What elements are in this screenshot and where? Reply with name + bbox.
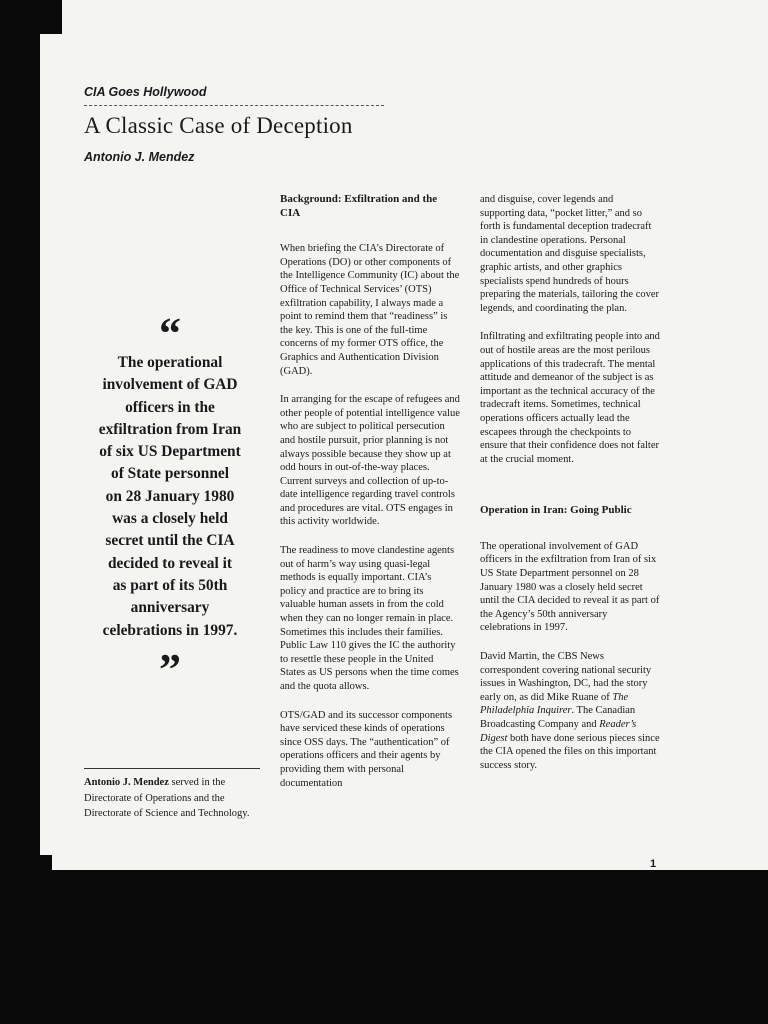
bio-text: served in the Directorate of Operations and the Directorate of Science and Technology. [84,777,250,819]
body-paragraph: Infiltrating and exfiltrating people into and out of hostile areas are the most perilous applications of this tradecraft. The mental attitude and demeanor of the subject is as important as the technical accuracy of the tradecraft items. Sometimes, technical operations officers actually lead the escapees through the checkpoints to ensure that their confidence does not falter at the crucial moment. [480,331,660,465]
bio-name: Antonio J. Mendez [84,777,169,788]
body-paragraph: In arranging for the escape of refugees and other people of potential intelligence value who are subject to political persecution and hostile pursuit, prior planning is not always possible because they show up at odd hours in out-of-the-way places. Current surveys and collection of up-to-date intelligence regarding travel controls and procedures are vital. OTS engages in this activity worldwide. [280,394,460,528]
body-paragraph: OTS/GAD and its successor components have serviced these kinds of operations since OSS days. The “authentication” of operations officers and their agents by providing them with personal documentation [280,709,453,789]
body-paragraph: When briefing the CIA’s Directorate of Operations (DO) or other components of the Intelligence Community (IC) about the Office of Technical Services’ (OTS) exfiltration capability, I always made a point to remind them that “readiness” is the key. This is one of the full-time concerns of my former OTS office, the Graphics and Authentication Division (GAD). [280,243,460,377]
author-bio [84,775,264,822]
pull-quote-line: secret until the CIA [105,532,235,550]
pull-quote-line: of six US Department [99,443,241,461]
pull-quote [84,309,256,694]
page-number: 1 [650,858,657,870]
publication-title: Reader’s Digest [480,719,637,744]
close-quote-mark: ” [159,644,181,694]
text-column-right [480,193,660,772]
pull-quote-line: The operational [117,354,223,371]
article-title: A Classic Case of Deception [84,113,353,138]
body-paragraph: The operational involvement of GAD officers in the exfiltration from Iran of six US State Department personnel on 28 January 1980 was a closely held secret until the CIA decided to reveal it as part of the Agency’s 50th anniversary celebrations in 1997. [480,540,660,634]
header-divider [84,105,384,106]
pull-quote-text [84,352,256,642]
pull-quote-line: officers in the [125,398,215,416]
series-label: CIA Goes Hollywood [84,85,207,99]
paragraph-text: . The Canadian Broadcasting Company and [480,705,636,730]
pull-quote-line: on 28 January 1980 [105,487,235,505]
pull-quote-line: was a closely held [112,510,228,528]
body-paragraph [480,650,660,772]
section-heading-iran: Operation in Iran: Going Public [480,504,632,517]
scan-border-bottom [0,870,768,1024]
pull-quote-line: celebrations in 1997. [102,621,238,639]
paragraph-text: both have done serious pieces since the CIA opened the files on this important success story. [480,732,660,771]
pull-quote-line: anniversary [130,599,210,617]
pull-quote-line: of State personnel [111,465,229,483]
pull-quote-line: exfiltration from Iran [98,420,242,438]
pull-quote-line: as part of its 50th [112,576,228,594]
body-paragraph: The readiness to move clandestine agents out of harm’s way using quasi-legal methods is equally important. CIA’s policy and practice are to bring its valuable human assets in from the cold when they can no longer remain in place. Sometimes this includes their families. Public Law 110 gives the IC the authority to resettle these people in the United States as US persons when the time comes and the quota allows. [280,545,459,692]
section-heading-background: Background: Exfiltration and the CIA [280,193,438,219]
pull-quote-line: involvement of GAD [102,376,238,394]
pull-quote-line: decided to reveal it [107,554,233,572]
open-quote-mark: “ [159,309,181,358]
article-author: Antonio J. Mendez [84,150,195,164]
text-column-middle [280,193,460,790]
body-paragraph: and disguise, cover legends and supporting data, “pocket litter,” and so forth is fundamental deception tradecraft in clandestine operations. Personal documentation and disguise specialists, graphic artists, and other graphics specialists spend hundreds of hours preparing the materials, tailoring the cover legends, and coordinating the plan. [480,194,660,314]
scan-border-corner [0,0,62,34]
bio-divider [84,768,260,769]
publication-title: The Philadelphia Inquirer [480,691,629,717]
paragraph-text: David Martin, the CBS News correspondent covering national security issues in Washington, DC, had the story early on, as did Mike Ruane of [480,651,652,703]
